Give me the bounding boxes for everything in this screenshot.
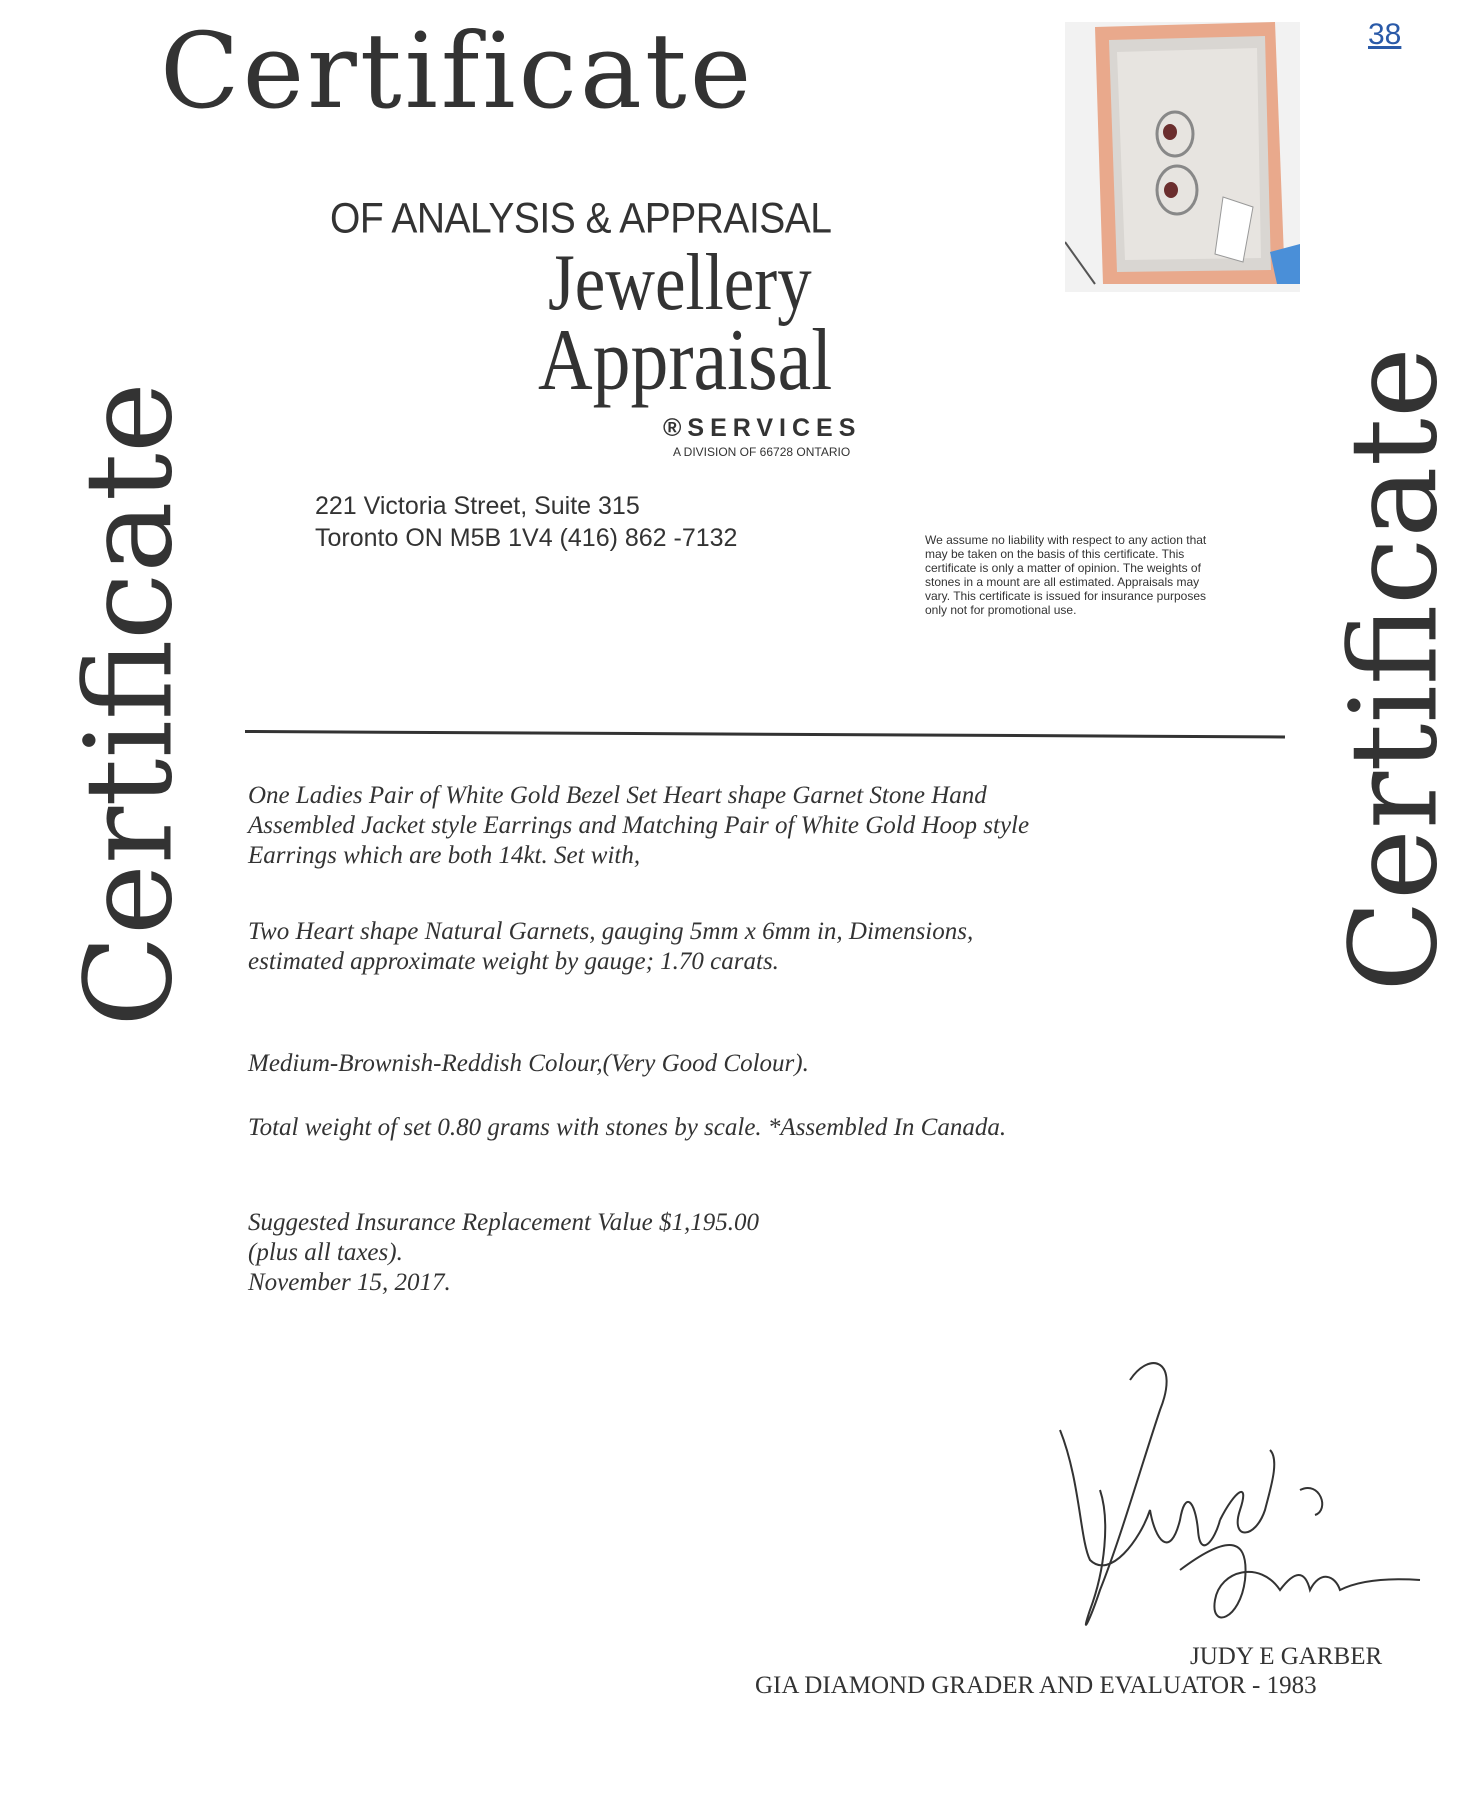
signer-name: JUDY E GARBER bbox=[1190, 1643, 1383, 1670]
jewellery-box-image bbox=[1065, 22, 1300, 292]
appraisal-date: November 15, 2017. bbox=[248, 1269, 451, 1296]
page-number: 38 bbox=[1368, 18, 1402, 51]
address-city-phone: Toronto ON M5B 1V4 (416) 862 -7132 bbox=[315, 524, 738, 552]
taxes-note: (plus all taxes). bbox=[248, 1239, 403, 1266]
earrings-photo bbox=[1065, 22, 1300, 292]
divider bbox=[245, 730, 1285, 738]
certificate-title: Certificate bbox=[160, 10, 755, 132]
handwritten-signature bbox=[1020, 1340, 1440, 1670]
replacement-value: Suggested Insurance Replacement Value $1,195.00 bbox=[248, 1209, 759, 1236]
logo-division: A DIVISION OF 66728 ONTARIO bbox=[673, 445, 851, 459]
address-street: 221 Victoria Street, Suite 315 bbox=[315, 492, 640, 520]
logo-jewellery: Jewellery bbox=[548, 239, 812, 327]
stone-description: Two Heart shape Natural Garnets, gauging 5mm x 6mm in, Dimensions, estimated approximate weight by gauge; 1.70 carats. bbox=[248, 918, 974, 975]
signer-title: GIA DIAMOND GRADER AND EVALUATOR - 1983 bbox=[755, 1672, 1317, 1699]
side-certificate-right: Certificate bbox=[1325, 347, 1465, 992]
weight-description: Total weight of set 0.80 grams with stones by scale. *Assembled In Canada. bbox=[248, 1114, 1007, 1141]
item-description: One Ladies Pair of White Gold Bezel Set Heart shape Garnet Stone Hand Assembled Jacket style Earrings and Matching Pair of White Gold Hoop style Earrings which are both 14kt. Set with, bbox=[248, 782, 1030, 869]
colour-description: Medium-Brownish-Reddish Colour,(Very Good Colour). bbox=[248, 1050, 809, 1077]
valuation-block bbox=[248, 1208, 1008, 1298]
address-block bbox=[315, 490, 737, 554]
logo-appraisal: Appraisal bbox=[538, 312, 833, 409]
logo-services: ®SERVICES bbox=[663, 414, 862, 442]
disclaimer: We assume no liability with respect to any action that may be taken on the basis of this certificate. This certificate is only a matter of opinion. The weights of stones in a mount are all estimated. Appraisals may vary. This certificate is issued for insurance purposes only not for promotional use. bbox=[925, 533, 1207, 617]
subtitle: OF ANALYSIS & APPRAISAL bbox=[330, 195, 832, 243]
side-certificate-left: Certificate bbox=[60, 382, 200, 1027]
